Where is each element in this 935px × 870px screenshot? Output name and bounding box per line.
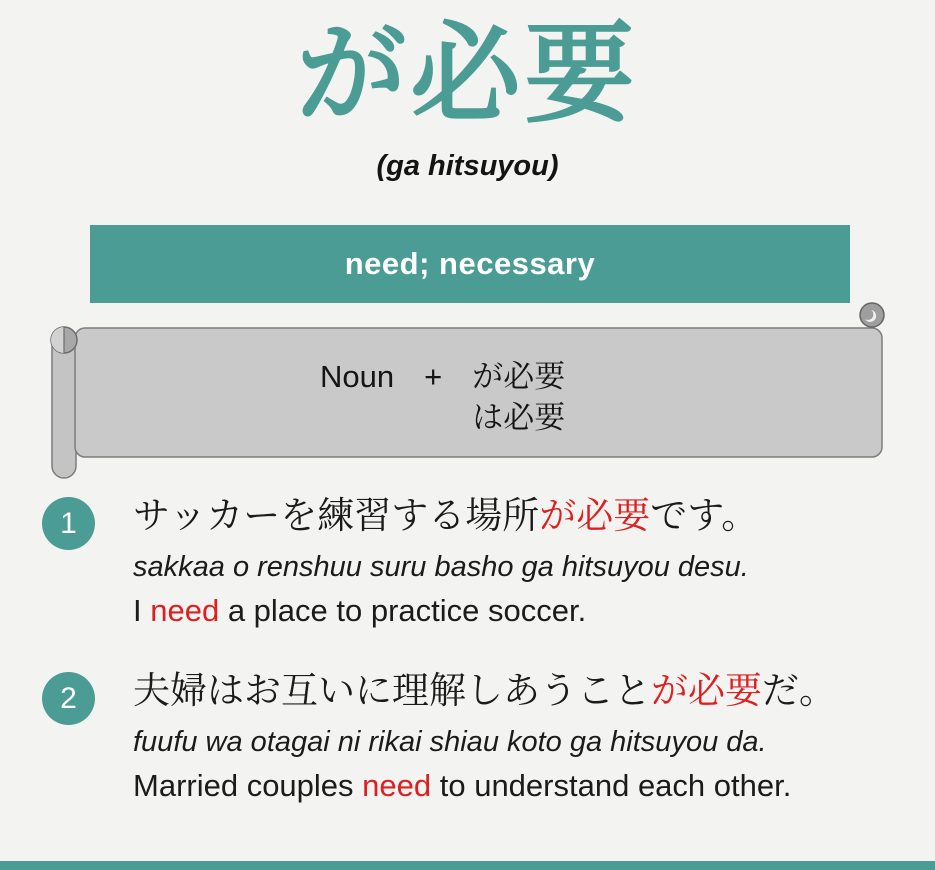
example-japanese	[133, 668, 903, 714]
english-post: a place to practice soccer.	[219, 593, 587, 628]
scroll-curl-left-end-icon	[51, 327, 77, 353]
example-item	[133, 668, 903, 804]
example-item	[133, 493, 903, 629]
romaji-reading: (ga hitsuyou)	[376, 150, 559, 182]
meaning-label: need; necessary	[344, 246, 596, 281]
scroll-curl-right-icon	[860, 303, 884, 327]
formula-noun-label: Noun	[320, 359, 395, 394]
formula-text	[320, 360, 565, 435]
english-pre: Married couples	[133, 768, 363, 803]
english-pre: I	[133, 593, 151, 628]
english-post: to understand each other.	[431, 768, 792, 803]
example-romaji: fuufu wa otagai ni rikai shiau koto ga hitsuyou da.	[133, 726, 767, 758]
meaning-banner	[90, 225, 850, 303]
example-number: 1	[60, 506, 77, 540]
japanese-post: だ。	[762, 670, 836, 711]
japanese-pre: サッカーを練習する場所	[133, 495, 540, 536]
japanese-highlight: が必要	[539, 495, 651, 536]
scroll-curl-left-icon	[52, 334, 76, 478]
grammar-title: が必要	[296, 13, 639, 136]
example-japanese	[133, 493, 903, 539]
english-highlight: need	[362, 768, 432, 803]
bottom-accent-bar	[0, 861, 935, 870]
example-number-badge	[42, 672, 95, 725]
example-number-badge	[42, 497, 95, 550]
example-romaji: sakkaa o renshuu suru basho ga hitsuyou desu.	[133, 551, 749, 583]
formula-option-wa: は必要	[472, 400, 566, 435]
english-highlight: need	[150, 593, 220, 628]
formula-options	[472, 360, 565, 435]
example-number: 2	[60, 681, 77, 715]
example-english	[133, 768, 903, 804]
japanese-post: です。	[650, 495, 759, 536]
japanese-highlight: が必要	[651, 670, 762, 711]
example-english	[133, 593, 903, 629]
formula-option-ga: が必要	[472, 359, 566, 394]
japanese-pre: 夫婦はお互いに理解しあうこと	[133, 670, 651, 711]
plus-sign: +	[424, 359, 443, 394]
